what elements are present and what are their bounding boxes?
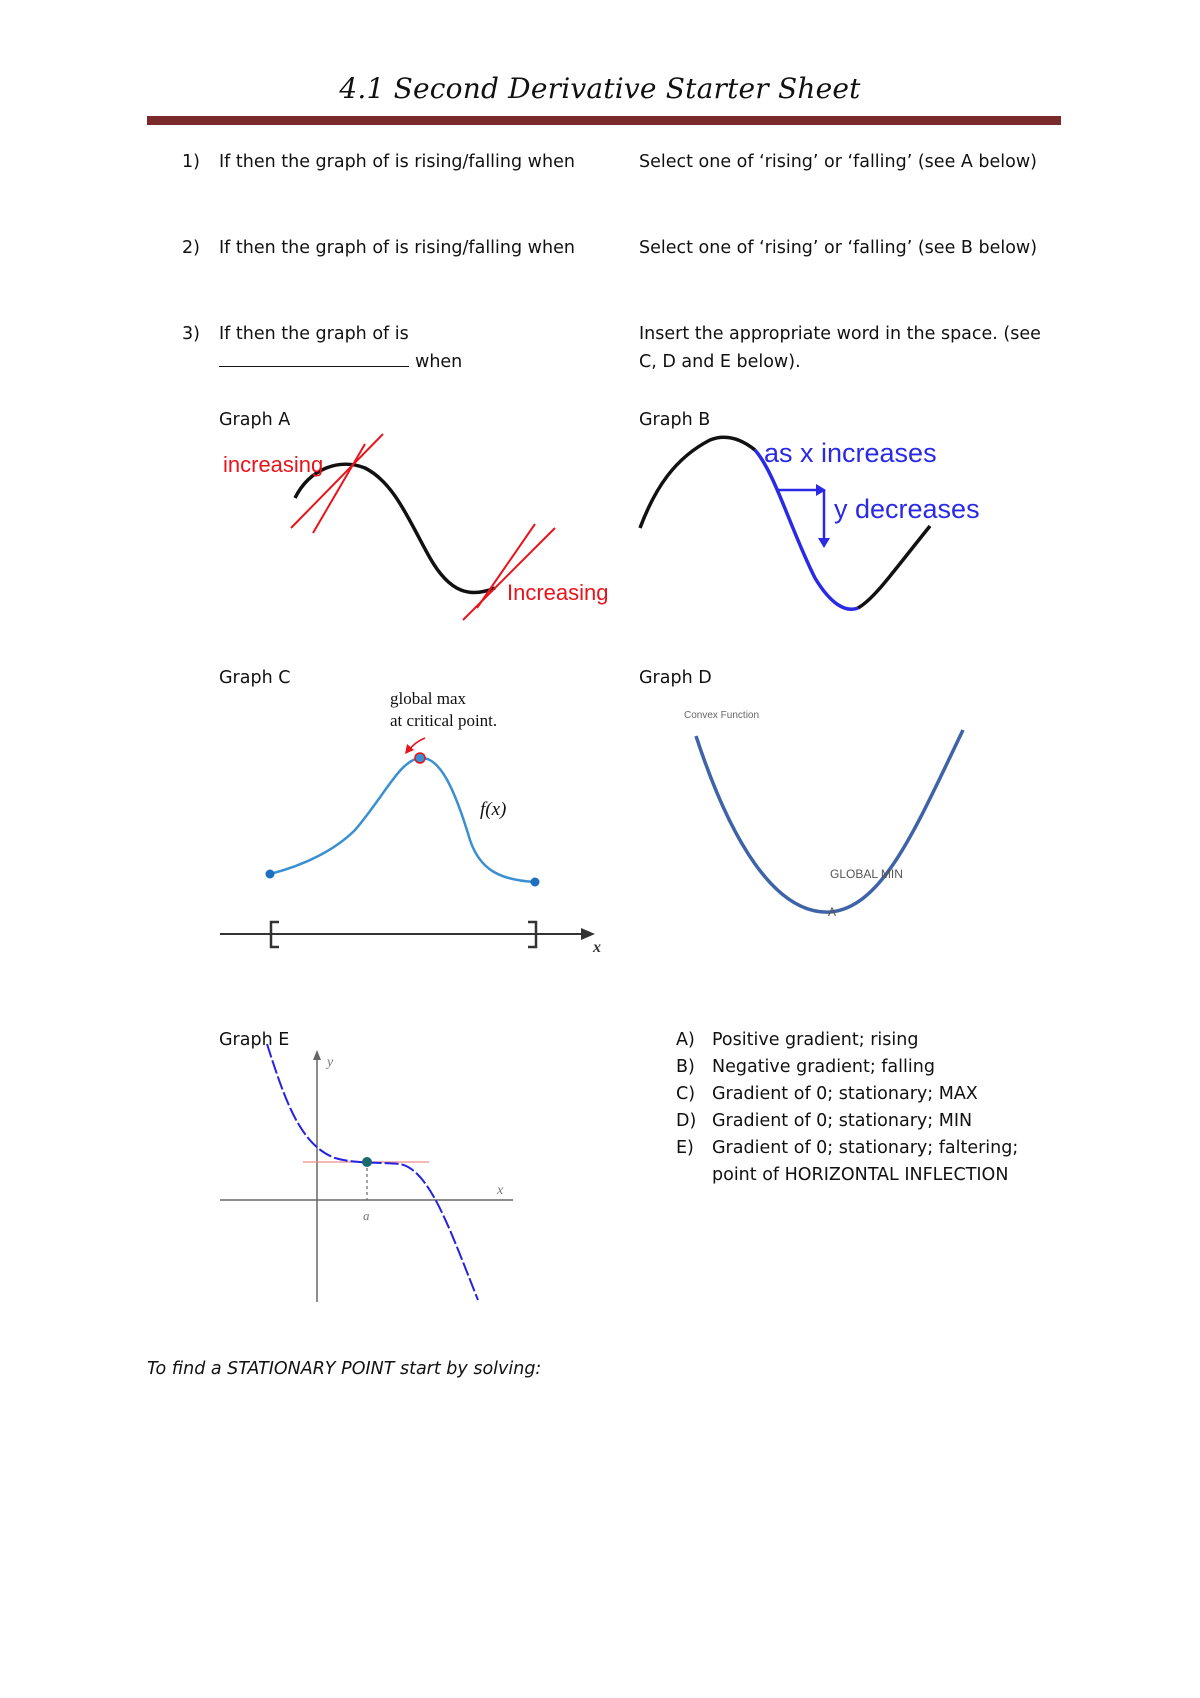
question-1-number: 1): [182, 152, 200, 172]
graph-a-annotation-top: increasing: [223, 452, 324, 477]
question-3-instruction-line2: C, D and E below).: [639, 352, 801, 372]
graph-c-function-label: f(x): [480, 799, 507, 820]
graph-a-figure: [215, 428, 625, 628]
graph-b-annotation-x: as x increases: [764, 438, 937, 468]
graph-b-curve-blue: [755, 450, 858, 609]
key-item-e: [676, 1134, 1018, 1162]
key-item-c: [676, 1080, 978, 1108]
key-text: Gradient of 0; stationary; faltering;: [712, 1138, 1019, 1158]
key-text: Gradient of 0; stationary; MAX: [712, 1084, 978, 1104]
graph-e-point-label: a: [363, 1208, 370, 1223]
graph-b-curve-black-left: [640, 437, 755, 528]
graph-a-curve: [295, 464, 495, 592]
graph-c-axis-label: x: [593, 939, 601, 956]
key-letter: B): [676, 1057, 695, 1077]
graph-d-curve: [696, 730, 963, 912]
key-item-d: [676, 1107, 972, 1135]
graph-e-figure: [215, 1040, 525, 1310]
footer-instruction: To find a STATIONARY POINT start by solving:: [147, 1359, 542, 1379]
graph-b-y-arrow-head: [818, 538, 830, 548]
title-divider: [147, 116, 1061, 125]
graph-e-label: Graph E: [219, 1030, 290, 1050]
key-letter: A): [676, 1030, 695, 1050]
key-item-e-line2: point of HORIZONTAL INFLECTION: [712, 1165, 1009, 1185]
graph-e-y-axis-arrow: [313, 1050, 321, 1060]
question-2-text: If then the graph of is rising/falling when: [219, 238, 575, 258]
key-text: Positive gradient; rising: [712, 1030, 919, 1050]
key-text: Gradient of 0; stationary; MIN: [712, 1111, 973, 1131]
graph-c-max-point: [415, 753, 425, 763]
graph-c-figure: [215, 680, 625, 960]
question-3-number: 3): [182, 324, 200, 344]
graph-d-point-label: A: [828, 905, 837, 919]
key-item-b: [676, 1053, 935, 1081]
graph-c-label: Graph C: [219, 668, 291, 688]
graph-d-figure: [660, 700, 980, 930]
graph-d-label: Graph D: [639, 668, 712, 688]
answer-blank[interactable]: [219, 348, 409, 367]
graph-b-figure: [630, 428, 1030, 628]
key-letter: C): [676, 1084, 696, 1104]
graph-b-curve-black-right: [858, 526, 930, 608]
graph-a-label: Graph A: [219, 410, 291, 430]
graph-b-label: Graph B: [639, 410, 711, 430]
key-letter: D): [676, 1111, 697, 1131]
key-text: Negative gradient; falling: [712, 1057, 935, 1077]
graph-b-annotation-y: y decreases: [834, 494, 980, 524]
graph-a-tangent-bottom-1: [463, 528, 555, 620]
question-3-text: If then the graph of is: [219, 324, 409, 344]
key-item-a: [676, 1026, 918, 1054]
graph-e-curve: [267, 1044, 478, 1300]
question-3-line2: [219, 348, 462, 376]
graph-d-min-label: GLOBAL MIN: [830, 867, 903, 881]
question-1-text: If then the graph of is rising/falling when: [219, 152, 575, 172]
graph-c-right-endpoint: [531, 878, 540, 887]
graph-c-annotation-line2: at critical point.: [390, 711, 498, 730]
question-3-when: when: [415, 352, 463, 372]
graph-a-annotation-bottom: Increasing: [507, 580, 609, 605]
graph-c-left-endpoint: [266, 870, 275, 879]
graph-e-stationary-point: [362, 1157, 372, 1167]
question-3-instruction: Insert the appropriate word in the space. (see: [639, 324, 1041, 344]
question-2-instruction: Select one of ‘rising’ or ‘falling’ (see B below): [639, 238, 1038, 258]
page-title: 4.1 Second Derivative Starter Sheet: [339, 72, 861, 105]
key-letter: E): [676, 1138, 694, 1158]
graph-e-y-label: y: [327, 1055, 334, 1070]
graph-d-caption: Convex Function: [684, 710, 760, 721]
question-1-instruction: Select one of ‘rising’ or ‘falling’ (see A below): [639, 152, 1038, 172]
question-2-number: 2): [182, 238, 200, 258]
graph-e-x-label: x: [497, 1183, 504, 1198]
graph-c-annotation-line1: global max: [390, 689, 467, 708]
